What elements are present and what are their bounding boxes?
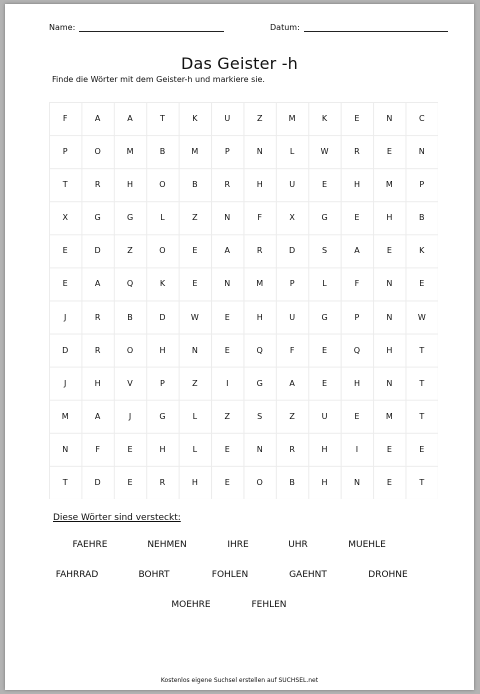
grid-cell[interactable]: D xyxy=(94,246,101,256)
grid-cell[interactable]: T xyxy=(419,411,425,421)
grid-cell[interactable]: H xyxy=(321,444,328,454)
grid-cell[interactable]: R xyxy=(159,477,166,487)
grid-cell[interactable]: Z xyxy=(192,378,198,388)
grid-cell[interactable]: R xyxy=(289,444,295,454)
word-item: UHR xyxy=(288,540,308,550)
header-fields xyxy=(49,22,444,38)
grid-cell[interactable]: M xyxy=(126,147,134,157)
grid-cell[interactable]: Q xyxy=(126,279,134,289)
grid-cell[interactable]: E xyxy=(354,213,360,223)
grid-cell[interactable]: G xyxy=(126,213,134,223)
grid-cell[interactable]: C xyxy=(418,114,425,124)
grid-cell[interactable]: E xyxy=(322,180,328,190)
grid-cell[interactable]: F xyxy=(354,279,360,289)
grid-cell[interactable]: N xyxy=(62,444,69,454)
grid-cell[interactable]: M xyxy=(191,147,199,157)
grid-cell[interactable]: H xyxy=(256,312,263,322)
grid-cell[interactable]: H xyxy=(321,477,328,487)
word-item: FAEHRE xyxy=(72,540,108,550)
grid-cell[interactable]: E xyxy=(62,279,68,289)
grid-cell[interactable]: F xyxy=(289,345,295,355)
grid-cell[interactable]: E xyxy=(127,477,133,487)
grid-cell[interactable]: Q xyxy=(256,345,263,355)
grid-cell[interactable]: E xyxy=(127,444,133,454)
grid-cell[interactable]: H xyxy=(386,213,393,223)
grid-cell[interactable]: Z xyxy=(256,114,263,124)
grid-cell[interactable]: I xyxy=(355,444,359,454)
grid-cell[interactable]: M xyxy=(385,180,393,190)
grid-cell[interactable]: P xyxy=(354,312,360,322)
grid-cell[interactable]: U xyxy=(289,312,296,322)
grid-cell[interactable]: I xyxy=(226,378,229,388)
instruction-text: Finde die Wörter mit dem Geister-h und markiere sie. xyxy=(52,75,265,84)
word-item: BOHRT xyxy=(138,570,170,580)
grid-cell[interactable]: H xyxy=(353,378,360,388)
grid-cell[interactable]: P xyxy=(62,147,68,157)
grid-cell[interactable]: N xyxy=(386,279,393,289)
grid-cell[interactable]: K xyxy=(419,246,425,256)
grid-cell[interactable]: Z xyxy=(192,213,198,223)
grid-cell[interactable]: N xyxy=(386,312,393,322)
grid-cell[interactable]: O xyxy=(94,147,101,157)
footer-note: Kostenlos eigene Suchsel erstellen auf SUCHSEL.net xyxy=(160,677,319,684)
word-item: DROHNE xyxy=(368,570,408,580)
grid-cell[interactable]: E xyxy=(192,279,198,289)
grid-cell[interactable]: T xyxy=(419,477,425,487)
grid-cell[interactable]: T xyxy=(160,114,165,124)
grid-cell[interactable]: D xyxy=(94,477,101,487)
grid-cell[interactable]: W xyxy=(320,147,329,157)
grid-cell[interactable]: S xyxy=(257,411,263,421)
grid-cell[interactable]: D xyxy=(62,345,69,355)
grid-cell[interactable]: M xyxy=(256,279,264,289)
grid-cell[interactable]: E xyxy=(224,312,230,322)
grid-cell[interactable]: B xyxy=(127,312,133,322)
name-field xyxy=(49,22,224,32)
word-item: IHRE xyxy=(227,540,249,550)
grid-cell[interactable]: U xyxy=(321,411,328,421)
grid-cell[interactable]: R xyxy=(354,147,360,157)
grid-cell[interactable]: E xyxy=(224,345,230,355)
grid-cell[interactable]: Q xyxy=(353,345,361,355)
grid-cell[interactable]: B xyxy=(159,147,166,157)
grid-cell[interactable]: Z xyxy=(224,411,231,421)
grid-cell[interactable]: A xyxy=(127,114,133,124)
grid-cell[interactable]: X xyxy=(289,213,295,223)
grid-cell[interactable]: O xyxy=(159,180,166,190)
grid-cell[interactable]: P xyxy=(160,378,165,388)
grid-cell[interactable]: M xyxy=(61,411,69,421)
grid-cell[interactable]: L xyxy=(192,411,198,421)
grid-cell[interactable]: H xyxy=(386,345,393,355)
letter-grid xyxy=(49,102,438,499)
grid-cell[interactable]: H xyxy=(256,180,263,190)
word-item: NEHMEN xyxy=(147,540,187,550)
grid-cell[interactable]: A xyxy=(289,378,295,388)
grid-cell[interactable]: H xyxy=(159,345,166,355)
grid-cell[interactable]: W xyxy=(417,312,426,322)
grid-cell[interactable]: U xyxy=(224,114,231,124)
name-label: Name: xyxy=(49,23,76,32)
name-line xyxy=(79,22,224,32)
grid-cell[interactable]: P xyxy=(289,279,295,289)
grid-cell[interactable]: F xyxy=(257,213,262,223)
worksheet xyxy=(5,4,474,690)
grid-cell[interactable]: N xyxy=(386,114,393,124)
grid-cell[interactable]: A xyxy=(354,246,360,256)
grid-cell[interactable]: H xyxy=(159,444,166,454)
grid-cell[interactable]: H xyxy=(94,378,101,388)
grid-cell[interactable]: D xyxy=(159,312,166,322)
grid-cell[interactable]: N xyxy=(256,147,263,157)
grid-cell[interactable]: G xyxy=(256,378,263,388)
grid-cell[interactable]: F xyxy=(95,444,100,454)
grid-cell[interactable]: K xyxy=(321,114,328,124)
grid-cell[interactable]: N xyxy=(256,444,263,454)
grid-cell[interactable]: O xyxy=(256,477,263,487)
grid-cell[interactable]: G xyxy=(94,213,101,223)
grid-cell[interactable]: A xyxy=(94,279,101,289)
grid-cell[interactable]: N xyxy=(418,147,425,157)
grid-cell[interactable]: G xyxy=(321,213,328,223)
grid-cell[interactable]: E xyxy=(386,444,392,454)
grid-cell[interactable]: L xyxy=(289,147,295,157)
grid-cell[interactable]: O xyxy=(126,345,134,355)
grid-cell[interactable]: J xyxy=(128,411,132,421)
grid-cell[interactable]: A xyxy=(224,246,231,256)
grid-cell[interactable]: J xyxy=(64,312,67,322)
grid-cell[interactable]: P xyxy=(419,180,425,190)
grid-cell[interactable]: A xyxy=(94,114,101,124)
grid-cell[interactable]: A xyxy=(94,411,101,421)
grid-cell[interactable]: W xyxy=(190,312,199,322)
grid-cell[interactable]: B xyxy=(192,180,198,190)
grid-cell[interactable]: E xyxy=(386,147,392,157)
word-item: FOHLEN xyxy=(211,570,249,580)
grid-cell[interactable]: G xyxy=(159,411,166,421)
grid-cell[interactable]: L xyxy=(160,213,165,223)
word-item: FEHLEN xyxy=(251,600,287,610)
grid-cell[interactable]: X xyxy=(62,213,68,223)
grid-cell[interactable]: T xyxy=(419,378,425,388)
grid-cell[interactable]: N xyxy=(353,477,360,487)
grid-cell[interactable]: E xyxy=(386,477,392,487)
grid-cell[interactable]: R xyxy=(94,345,101,355)
grid-cell[interactable]: E xyxy=(322,378,328,388)
grid-cell[interactable]: S xyxy=(322,246,328,256)
grid-cell[interactable]: L xyxy=(192,444,198,454)
grid-cell[interactable]: K xyxy=(192,114,198,124)
grid-cell[interactable]: R xyxy=(94,180,101,190)
grid-cell[interactable]: H xyxy=(191,477,198,487)
grid-cell[interactable]: E xyxy=(419,279,425,289)
grid-cell[interactable]: M xyxy=(288,114,296,124)
word-item: MUEHLE xyxy=(348,540,386,550)
words-heading: Diese Wörter sind versteckt: xyxy=(53,513,181,523)
grid-cell[interactable]: T xyxy=(62,477,68,487)
grid-cell[interactable]: E xyxy=(419,444,425,454)
grid-cell[interactable]: F xyxy=(62,114,68,124)
grid-cell[interactable]: E xyxy=(354,114,360,124)
grid-cell[interactable]: N xyxy=(224,279,231,289)
grid-cell[interactable]: G xyxy=(321,312,328,322)
grid-cell[interactable]: N xyxy=(386,378,393,388)
grid-cell[interactable]: E xyxy=(354,411,360,421)
grid-cell[interactable]: H xyxy=(353,180,360,190)
grid-cell[interactable]: N xyxy=(191,345,198,355)
grid-cell[interactable]: V xyxy=(127,378,133,388)
grid-cell[interactable]: E xyxy=(224,444,230,454)
word-item: MOEHRE xyxy=(171,600,211,610)
grid-cell[interactable]: M xyxy=(385,411,393,421)
grid-cell[interactable]: B xyxy=(289,477,295,487)
grid-cell[interactable]: U xyxy=(289,180,296,190)
grid-cell[interactable]: T xyxy=(419,345,425,355)
page-title: Das Geister -h xyxy=(180,54,299,73)
grid-cell[interactable]: E xyxy=(386,246,392,256)
grid-cell[interactable]: P xyxy=(224,147,230,157)
grid-cell[interactable]: H xyxy=(127,180,134,190)
grid-cell[interactable]: E xyxy=(192,246,198,256)
grid-cell[interactable]: E xyxy=(322,345,328,355)
grid-cell[interactable]: Z xyxy=(127,246,133,256)
grid-cell[interactable]: E xyxy=(224,477,230,487)
word-item: FAHRRAD xyxy=(55,570,99,580)
grid-cell[interactable]: E xyxy=(62,246,68,256)
grid-cell[interactable]: K xyxy=(159,279,166,289)
grid-cell[interactable]: Z xyxy=(289,411,295,421)
date-field xyxy=(270,22,448,32)
grid-cell[interactable]: N xyxy=(224,213,231,223)
grid-cell[interactable]: B xyxy=(419,213,425,223)
grid-cell[interactable]: T xyxy=(62,180,68,190)
grid-cell[interactable]: L xyxy=(322,279,327,289)
grid-cell[interactable]: R xyxy=(224,180,231,190)
grid-cell[interactable]: D xyxy=(289,246,296,256)
date-label: Datum: xyxy=(270,23,300,32)
word-item: GAEHNT xyxy=(289,570,327,580)
grid-cell[interactable]: O xyxy=(159,246,166,256)
grid-cell[interactable]: J xyxy=(64,378,67,388)
date-line xyxy=(304,22,448,32)
grid-cell[interactable]: R xyxy=(256,246,263,256)
grid-cell[interactable]: R xyxy=(94,312,101,322)
